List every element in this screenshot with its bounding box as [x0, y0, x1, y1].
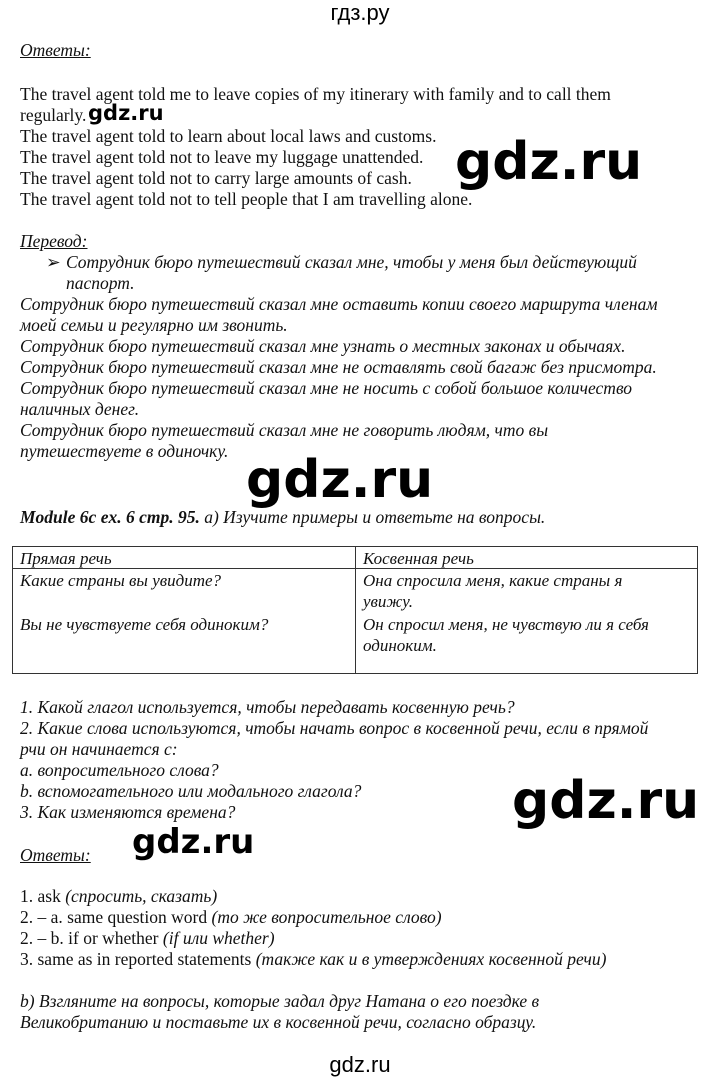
watermark-logo: gdz.ru [132, 822, 255, 862]
table-header-direct: Прямая речь [20, 549, 112, 568]
table-cell: увижу. [363, 592, 413, 611]
answer-line: regularly. [20, 105, 87, 125]
partb-line: b) Взгляните на вопросы, которые задал друг Натана о его поездке в [20, 991, 540, 1011]
answer-item-translation: (спросить, сказать) [65, 886, 218, 906]
answer-line: The travel agent told not to leave my luggage unattended. [20, 147, 424, 167]
answer-item [20, 886, 217, 907]
translation-line: Сотрудник бюро путешествий сказал мне не говорить людям, что вы [20, 420, 549, 440]
question-line: 1. Какой глагол используется, чтобы передавать косвенную речь? [20, 697, 515, 717]
answers-heading-2: Ответы: [20, 845, 91, 865]
watermark-logo: gdz.ru [246, 450, 434, 510]
table-cell: Вы не чувствуете себя одиноким? [20, 615, 269, 634]
translation-line: Сотрудник бюро путешествий сказал мне оставить копии своего маршрута членам [20, 294, 658, 314]
table-cell: одиноким. [363, 636, 437, 655]
watermark-logo: gdz.ru [455, 132, 643, 192]
answer-line: The travel agent told me to leave copies of my itinerary with family and to call them [20, 84, 611, 104]
answer-item-translation: (то же вопросительное слово) [211, 907, 442, 927]
translation-heading: Перевод: [20, 231, 88, 251]
question-line: 3. Как изменяются времена? [20, 802, 236, 822]
translation-line: Сотрудник бюро путешествий сказал мне, чтобы у меня был действующий [66, 252, 637, 272]
answer-item-text: 2. – b. if or whether [20, 928, 163, 948]
bullet-arrow-icon: ➢ [46, 252, 61, 272]
module-task [20, 507, 545, 528]
partb-line: Великобританию и поставьте их в косвенной речи, согласно образцу. [20, 1012, 537, 1032]
answer-item-text: 3. same as in reported statements [20, 949, 256, 969]
answer-line: The travel agent told to learn about local laws and customs. [20, 126, 437, 146]
site-footer: gdz.ru [329, 1052, 391, 1077]
answer-line: The travel agent told not to carry large amounts of cash. [20, 168, 412, 188]
module-task-text: a) Изучите примеры и ответьте на вопросы. [204, 507, 546, 527]
translation-line: паспорт. [66, 273, 135, 293]
answer-item-text: 2. – a. same question word [20, 907, 212, 927]
table-cell: Какие страны вы увидите? [20, 571, 222, 590]
speech-table [12, 546, 698, 674]
answer-item [20, 949, 606, 970]
answer-item [20, 907, 442, 928]
question-line: b. вспомогательного или модального глагола? [20, 781, 362, 801]
answers-heading: Ответы: [20, 40, 91, 60]
question-line: рчи он начинается с: [20, 739, 178, 759]
site-header: гдз.ру [330, 0, 390, 25]
answer-item-text: 1. ask [20, 886, 66, 906]
module-ref: Module 6c ex. 6 стр. 95. [20, 507, 200, 527]
translation-line: Сотрудник бюро путешествий сказал мне не оставлять свой багаж без присмотра. [20, 357, 657, 377]
table-cell: Он спросил меня, не чувствую ли я себя [363, 615, 649, 634]
translation-line: моей семьи и регулярно им звонить. [20, 315, 288, 335]
watermark-logo: gdz.ru [512, 771, 700, 831]
translation-line: Сотрудник бюро путешествий сказал мне узнать о местных законах и обычаях. [20, 336, 626, 356]
answer-item-translation: (также как и в утверждениях косвенной речи) [255, 949, 607, 969]
translation-line: путешествуете в одиночку. [20, 441, 229, 461]
answer-item-translation: (if или whether) [162, 928, 275, 948]
question-line: a. вопросительного слова? [20, 760, 219, 780]
watermark-logo: gdz.ru [88, 101, 164, 125]
translation-line: Сотрудник бюро путешествий сказал мне не носить с собой большое количество [20, 378, 633, 398]
table-cell: Она спросила меня, какие страны я [363, 571, 623, 590]
question-line: 2. Какие слова используются, чтобы начать вопрос в косвенной речи, если в прямой [20, 718, 649, 738]
answer-item [20, 928, 275, 949]
answer-line: The travel agent told not to tell people that I am travelling alone. [20, 189, 473, 209]
table-header-reported: Косвенная речь [363, 549, 474, 568]
translation-line: наличных денег. [20, 399, 140, 419]
